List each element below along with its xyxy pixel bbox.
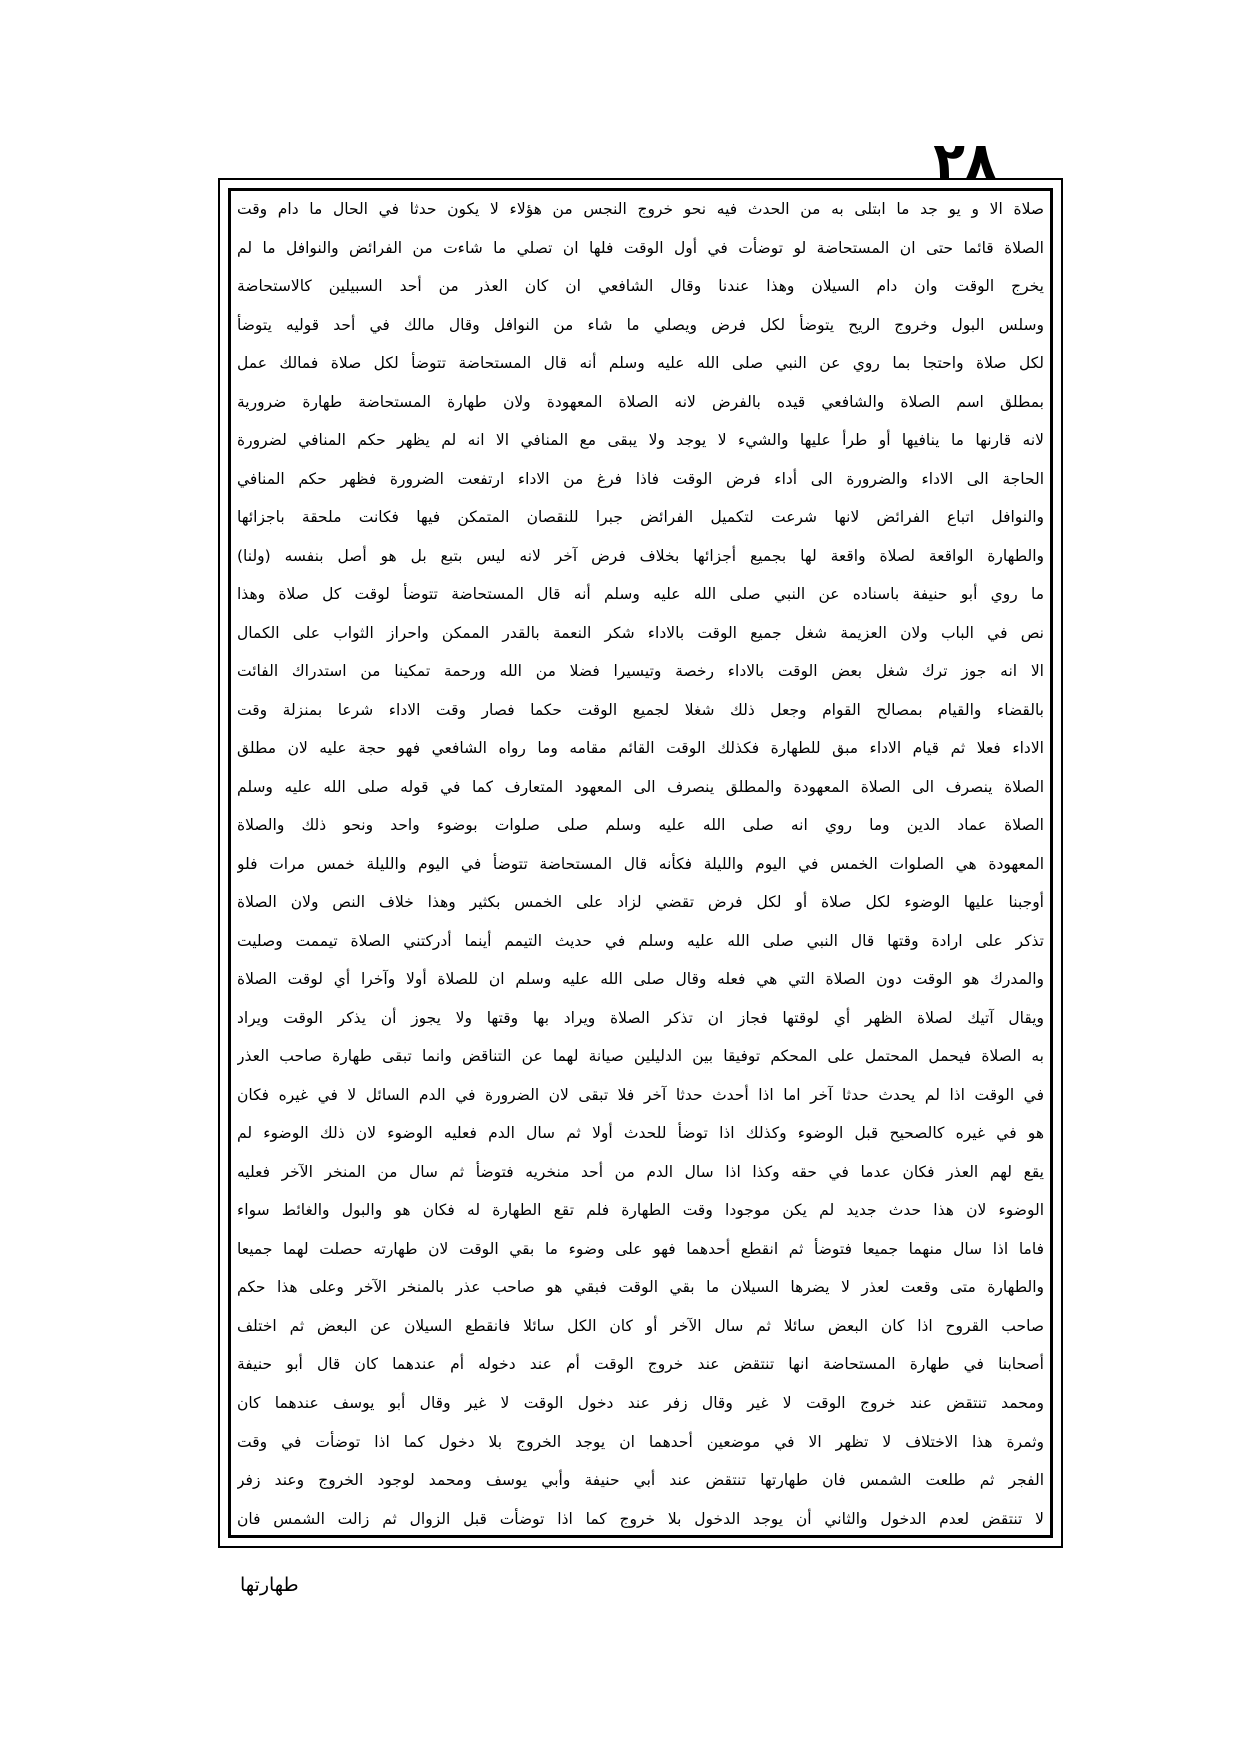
text-line: الا انه جوز ترك شغل بعض الوقت بالاداء رخصة وتيسيرا فضلا من الله ورحمة تمكينا من استدراك الفائت <box>237 662 1044 681</box>
main-text-block <box>233 194 1048 1534</box>
text-line: في الوقت اذا لم يحدث حدثا آخر اما اذا أحدث حدثا آخر فلا تبقى لان الضرورة في الدم السائل لا في غيره فكان <box>237 1085 1044 1104</box>
text-line: والطهارة الواقعة لصلاة واقعة لها بجميع أجزائها بخلاف فرض آخر لانه ليس بتبع بل هو أصل بنفسه (ولنا) <box>237 546 1044 565</box>
text-line: والطهارة متى وقعت لعذر لا يضرها السيلان ما بقي الوقت فبقي هو صاحب عذر بالمنخر الآخر وعلى هذا حكم <box>237 1278 1044 1297</box>
text-line: وثمرة هذا الاختلاف لا تظهر الا في موضعين أحدهما ان يوجد الخروج بلا دخول كما اذا توضأت في وقت <box>237 1432 1044 1451</box>
text-line: وسلس البول وخروج الريح يتوضأ لكل فرض ويصلي ما شاء من النوافل وقال مالك في أحد قوليه يتوضأ <box>237 315 1044 334</box>
text-line: تذكر على ارادة وقتها قال النبي صلى الله عليه وسلم في حديث التيمم أينما أدركتني الصلاة تيممت وصليت <box>237 931 1044 950</box>
text-line: بمطلق اسم الصلاة والشافعي قيده بالفرض لانه الصلاة المعهودة ولان طهارة المستحاضة طهارة ضرورية <box>237 392 1044 411</box>
text-line: أوجبنا عليها الوضوء لكل صلاة أو لكل فرض تقضي لزاد على الخمس بكثير وهذا خلاف النص ولان الصلاة <box>237 893 1044 912</box>
text-line: الصلاة قائما حتى ان المستحاضة لو توضأت في أول الوقت فلها ان تصلي ما شاءت من الفرائض والنوافل ما لم <box>237 238 1044 257</box>
text-line: فاما اذا سال منهما جميعا فتوضأ ثم انقطع أحدهما فهو على وضوء ما بقي الوقت لان طهارته حصلت لهما جميعا <box>237 1239 1044 1258</box>
text-line: المعهودة هي الصلوات الخمس في اليوم والليلة فكأنه قال المستحاضة تتوضأ في اليوم والليلة خمس مرات فلو <box>237 854 1044 873</box>
text-line: نص في الباب ولان العزيمة شغل جميع الوقت بالاداء شكر النعمة بالقدر الممكن واحراز الثواب على الكمال <box>237 623 1044 642</box>
text-line: هو في غيره كالصحيح قبل الوضوء وكذلك اذا توضأ للحدث أولا ثم سال الدم فعليه الوضوء لان ذلك الوضوء لم <box>237 1124 1044 1143</box>
text-line: الوضوء لان هذا حدث جديد لم يكن موجودا وقت الطهارة فلم تقع الطهارة له فكان هو والبول والغائط سواء <box>237 1201 1044 1220</box>
text-line: الحاجة الى الاداء والضرورة الى أداء فرض الوقت فاذا فرغ من الاداء ارتفعت الضرورة فظهر حكم المنافي <box>237 469 1044 488</box>
text-line: يقع لهم العذر فكان عدما في حقه وكذا اذا سال الدم من أحد منخريه فتوضأ ثم سال من المنخر الآخر فعليه <box>237 1162 1044 1181</box>
text-line: لكل صلاة واحتجا بما روي عن النبي صلى الله عليه وسلم أنه قال المستحاضة تتوضأ لكل صلاة فمالك عمل <box>237 354 1044 373</box>
catchword: طهارتها <box>240 1574 299 1596</box>
text-line: يخرج الوقت وان دام السيلان وهذا عندنا وقال الشافعي ان كان العذر من أحد السبيلين كالاستحاضة <box>237 277 1044 296</box>
text-line: به الصلاة فيحمل المحتمل على المحكم توفيقا بين الدليلين صيانة لهما عن التناقض وانما تبقى طهارة صاحب العذر <box>237 1047 1044 1066</box>
text-line: الصلاة ينصرف الى الصلاة المعهودة والمطلق ينصرف الى المعهود المتعارف كما في قوله صلى الله عليه وسلم <box>237 777 1044 796</box>
page-number: ٢٨ <box>933 132 997 192</box>
text-line: الاداء فعلا ثم قيام الاداء مبق للطهارة فكذلك الوقت القائم مقامه وما رواه الشافعي فهو حجة عليه لان مطلق <box>237 739 1044 758</box>
text-line: ويقال آتيك لصلاة الظهر أي لوقتها فجاز ان تذكر الصلاة ويراد بها وقتها ولا يجوز أن يذكر الوقت ويراد <box>237 1008 1044 1027</box>
text-line: والنوافل اتباع الفرائض لانها شرعت لتكميل الفرائض جبرا للنقصان المتمكن فيها فكانت ملحقة باجزائها <box>237 508 1044 527</box>
text-line: صاحب القروح اذا كان البعض سائلا ثم سال الآخر أو كان الكل سائلا فانقطع السيلان عن البعض ثم اختلف <box>237 1316 1044 1335</box>
text-line: الصلاة عماد الدين وما روي انه صلى الله عليه وسلم صلى صلوات بوضوء واحد ونحو ذلك والصلاة <box>237 816 1044 835</box>
text-line: الفجر ثم طلعت الشمس فان طهارتها تنتقض عند أبي حنيفة وأبي يوسف ومحمد لوجود الخروج وعند زفر <box>237 1471 1044 1490</box>
text-line: لانه قارنها ما ينافيها أو طرأ عليها والشيء لا يوجد ولا يبقى مع المنافي الا انه لم يظهر حكم المنافي لضرورة <box>237 431 1044 450</box>
text-line: أصحابنا في طهارة المستحاضة انها تنتقض عند خروج الوقت أم عند دخوله أم عندهما كان قال أبو حنيفة <box>237 1355 1044 1374</box>
text-line: ومحمد تنتقض عند خروج الوقت لا غير وقال زفر عند دخول الوقت لا غير وقال أبو يوسف عندهما كان <box>237 1393 1044 1412</box>
text-line: ما روي أبو حنيفة باسناده عن النبي صلى الله عليه وسلم أنه قال المستحاضة تتوضأ لوقت كل صلاة وهذا <box>237 585 1044 604</box>
text-line: صلاة الا و يو جد ما ابتلى به من الحدث فيه نحو خروج النجس من هؤلاء لا يكون حدثا في الحال ما دام وقت <box>237 200 1044 218</box>
text-line: لا تنتقض لعدم الدخول والثاني أن يوجد الدخول بلا خروج كما اذا توضأت قبل الزوال ثم زالت الشمس فان <box>237 1509 1044 1528</box>
text-line: والمدرك هو الوقت دون الصلاة التي هي فعله وقال صلى الله عليه وسلم ان للصلاة أولا وآخرا أي لوقت الصلاة <box>237 970 1044 989</box>
text-line: بالقضاء والقيام بمصالح القوام وجعل ذلك شغلا لجميع الوقت حكما فصار وقت الاداء شرعا بمنزلة وقت <box>237 700 1044 719</box>
